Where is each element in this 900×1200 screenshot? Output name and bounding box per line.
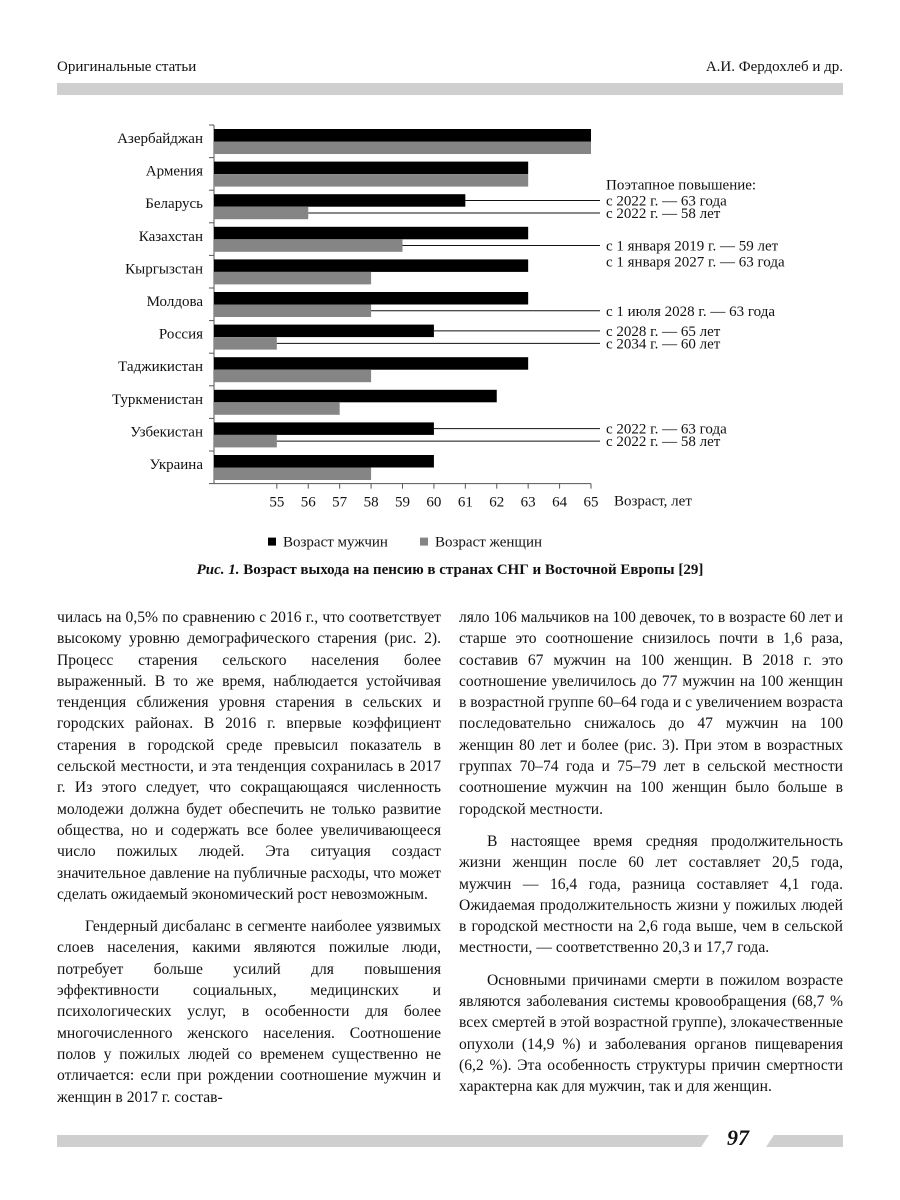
bar-men <box>214 455 434 468</box>
running-header-section: Оригинальные статьи <box>57 59 197 75</box>
paragraph: ляло 106 мальчиков на 100 девочек, то в возрасте 60 лет и старше это соотношение снизилось почти в 1,6 раза, составив 67 мужчин на 100 женщин. В 2018 г. это соотношение увеличилось до 77 мужчин на 100 женщин в возрастной группе 60–64 года и с увеличением возраста последовательно снижалось до 47 мужчин на 100 женщин 80 лет и более (рис. 3). При этом в возрастных группах 70–74 года и 75–79 лет в сельской местности соотношение мужчин на 100 женщин было больше в городской местности. <box>459 609 843 818</box>
x-tick-label: 60 <box>426 494 442 511</box>
retirement-age-chart <box>0 110 900 550</box>
x-tick-label: 63 <box>520 494 536 511</box>
category-label: Армения <box>145 163 203 180</box>
bar-men <box>214 325 434 338</box>
bar-men <box>214 259 528 272</box>
footer-rule-right <box>766 1135 843 1147</box>
bar-men <box>214 422 434 435</box>
category-label: Азербайджан <box>117 131 203 147</box>
annotation-text: с 2022 г. — 63 года <box>606 193 727 210</box>
category-label: Беларусь <box>145 196 203 213</box>
category-label: Украина <box>149 457 203 473</box>
bar-men <box>214 390 497 403</box>
x-axis-label: Возраст, лет <box>614 493 692 510</box>
bar-women <box>214 239 403 252</box>
bar-men <box>214 357 528 370</box>
annotation-text: с 1 января 2019 г. — 59 лет <box>606 238 779 255</box>
bar-women <box>214 305 371 318</box>
right-column <box>459 607 843 1098</box>
annotation-text: с 1 июля 2028 г. — 63 года <box>606 303 775 320</box>
annotation-text: с 2022 г. — 58 лет <box>606 434 721 451</box>
bar-women <box>214 468 371 481</box>
x-tick-label: 59 <box>395 494 410 511</box>
legend-label: Возраст женщин <box>435 534 543 550</box>
bar-women <box>214 435 277 448</box>
bar-men <box>214 162 528 175</box>
category-label: Узбекистан <box>130 424 203 441</box>
bar-women <box>214 272 371 285</box>
x-tick-label: 57 <box>332 494 348 511</box>
bar-women <box>214 337 277 350</box>
paragraph: Гендерный дисбаланс в сегменте наиболее уязвимых слоев населения, какими являются пожилые люди, потребует больше усилий для повышения эффективности социальных, медицинских и психологических услуг, в особенности для более многочисленного женского населения. Соотношение полов у пожилых людей со временем существенно не отличается: если при рождении соотношение мужчин и женщин в 2017 г. состав- <box>57 918 441 1106</box>
bar-men <box>214 292 528 305</box>
bar-women <box>214 402 340 415</box>
figure-label: Рис. 1. <box>196 562 240 578</box>
annotation-text: с 2034 г. — 60 лет <box>606 336 721 353</box>
category-label: Кыргызстан <box>125 261 203 278</box>
page-number: 97 <box>727 1125 749 1150</box>
annotation-text: с 2028 г. — 65 лет <box>606 323 721 340</box>
paragraph: чилась на 0,5% по сравнению с 2016 г., что соответствует высокому уровню демографического старения (рис. 2). Процесс старения сельского населения более выраженный. В то же время, наблюдается устойчивая тенденция сближения уровня старения в сельских и городских районах. В 2016 г. впервые коэффициент старения в городской среде превысил показатель в сельской местности, и эта тенденция сохранилась в 2017 г. Из этого следует, что сокращающаяся численность молодежи должна будет обеспечить не только развитие общества, но и содержать все более увеличивающееся число пожилых людей. Эта ситуация создаст значительное давление на публичные расходы, что может сделать ожидаемый экономический рост невозможным. <box>57 609 441 903</box>
figure-title: Возраст выхода на пенсию в странах СНГ и Восточной Европы [29] <box>243 562 704 578</box>
category-label: Казахстан <box>138 228 203 245</box>
legend-swatch-men <box>268 538 276 546</box>
bar-women <box>214 174 528 187</box>
running-header-authors: А.И. Фердохлеб и др. <box>705 59 843 75</box>
bar-men <box>214 227 528 240</box>
paragraph: Основными причинами смерти в пожилом возрасте являются заболевания системы кровообращения (68,7 % всех смертей в этой возрастной группе), злокачественные опухоли (14,9 %) и заболевания органов пищеварения (6,2 %). Эта особенность структуры причин смертности характерна как для мужчин, так и для женщин. <box>459 971 843 1096</box>
x-tick-label: 61 <box>457 494 473 511</box>
category-label: Таджикистан <box>118 359 203 376</box>
annotation-text: с 2022 г. — 58 лет <box>606 205 721 222</box>
x-tick-label: 62 <box>489 494 505 511</box>
x-tick-label: 55 <box>269 494 285 511</box>
annotation-text: с 1 января 2027 г. — 63 года <box>606 254 785 271</box>
x-tick-label: 64 <box>552 494 568 511</box>
legend-label: Возраст мужчин <box>283 534 388 550</box>
paragraph: В настоящее время средняя продолжительность жизни женщин после 60 лет составляет 20,5 года, мужчин — 16,4 года, разница составляет 4,1 года. Ожидаемая продолжительность жизни у пожилых людей в городской местности на 2,6 года выше, чем в сельской местности, — соответственно 20,3 и 17,7 года. <box>459 832 843 957</box>
legend-swatch-women <box>420 538 428 546</box>
category-label: Россия <box>158 326 203 343</box>
annotation-text: с 2022 г. — 63 года <box>606 421 727 438</box>
figure-caption <box>0 562 900 579</box>
bar-women <box>214 207 308 220</box>
category-label: Молдова <box>146 294 203 310</box>
bar-men <box>214 129 591 142</box>
bar-women <box>214 142 591 155</box>
x-tick-label: 58 <box>363 494 379 511</box>
footer-rule-left <box>57 1135 709 1147</box>
bar-women <box>214 370 371 383</box>
left-column <box>57 607 441 1108</box>
x-tick-label: 65 <box>583 494 599 511</box>
annotation-text: Поэтапное повышение: <box>606 177 757 194</box>
bar-men <box>214 194 465 207</box>
category-label: Туркменистан <box>112 391 203 408</box>
x-tick-label: 56 <box>300 494 316 511</box>
header-rule <box>57 83 843 95</box>
